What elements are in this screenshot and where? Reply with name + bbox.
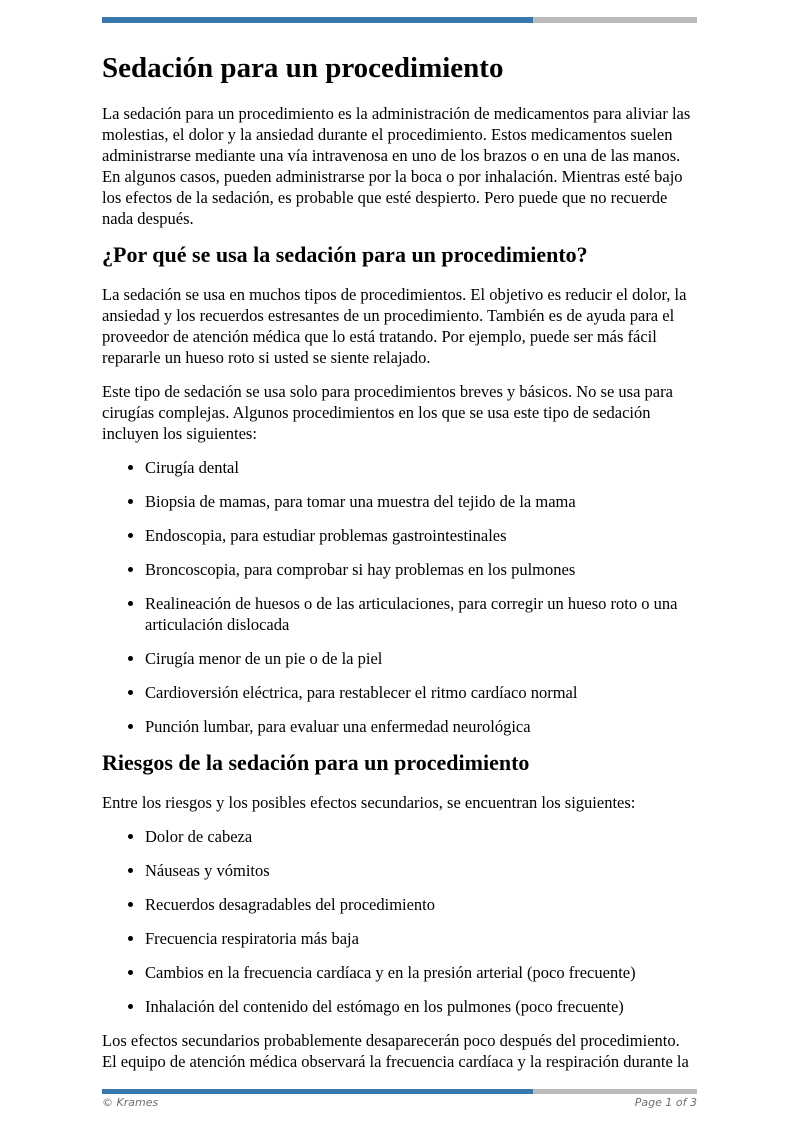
risks-paragraph: Entre los riesgos y los posibles efectos secundarios, se encuentran los siguientes:	[102, 793, 636, 812]
list-item: • Biopsia de mamas, para tomar una muestra del tejido de la mama	[145, 491, 696, 512]
page-title: Sedación para un procedimiento	[102, 52, 504, 84]
document-body	[102, 23, 696, 1085]
list-item: • Inhalación del contenido del estómago en los pulmones (poco frecuente)	[145, 996, 696, 1017]
why-paragraph-2: Este tipo de sedación se usa solo para procedimientos breves y básicos. No se usa para cirugías complejas. Algunos procedimientos en los que se usa este tipo de sedación incluyen los siguientes:	[102, 382, 673, 443]
list-item: • Cirugía menor de un pie o de la piel	[145, 648, 696, 669]
procedures-list	[102, 457, 696, 737]
intro-paragraph: La sedación para un procedimiento es la administración de medicamentos para aliviar las molestias, el dolor y la ansiedad durante el procedimiento. Estos medicamentos suelen administrarse mediante una vía intravenosa en uno de los brazos o en una de las manos. En algunos casos, pueden administrarse por la boca o por inhalación. Mientras esté bajo los efectos de la sedación, es probable que esté despierto. Pero puede que no recuerde nada después.	[102, 104, 691, 228]
list-item: • Realineación de huesos o de las articulaciones, para corregir un hueso roto o una articulación dislocada	[145, 593, 696, 635]
footer-rule-blue-segment	[102, 1089, 533, 1094]
list-item: • Punción lumbar, para evaluar una enfermedad neurológica	[145, 716, 696, 737]
list-item: • Cirugía dental	[145, 457, 696, 478]
list-item: • Broncoscopia, para comprobar si hay problemas en los pulmones	[145, 559, 696, 580]
list-item: • Recuerdos desagradables del procedimiento	[145, 894, 696, 915]
footer-rule-gray-segment	[533, 1089, 697, 1094]
section-heading-risks: Riesgos de la sedación para un procedimiento	[102, 750, 530, 775]
closing-paragraph: Los efectos secundarios probablemente desaparecerán poco después del procedimiento. El equipo de atención médica observará la frecuencia cardíaca y la respiración durante la	[102, 1031, 689, 1071]
page-footer	[102, 1096, 697, 1109]
list-item: • Náuseas y vómitos	[145, 860, 696, 881]
list-item: • Cambios en la frecuencia cardíaca y en la presión arterial (poco frecuente)	[145, 962, 696, 983]
list-item: • Dolor de cabeza	[145, 826, 696, 847]
list-item: • Endoscopia, para estudiar problemas gastrointestinales	[145, 525, 696, 546]
list-item: • Cardioversión eléctrica, para restablecer el ritmo cardíaco normal	[145, 682, 696, 703]
why-paragraph-1: La sedación se usa en muchos tipos de procedimientos. El objetivo es reducir el dolor, la ansiedad y los recuerdos estresantes de un procedimiento. También es de ayuda para el proveedor de atención médica que lo está tratando. Por ejemplo, puede ser más fácil repararle un hueso roto si usted se siente relajado.	[102, 285, 687, 367]
list-item: • Frecuencia respiratoria más baja	[145, 928, 696, 949]
section-heading-why: ¿Por qué se usa la sedación para un procedimiento?	[102, 242, 588, 267]
risks-list	[102, 826, 696, 1017]
footer-page-number: Page 1 of 3	[634, 1096, 697, 1109]
footer-rule	[102, 1089, 697, 1094]
footer-copyright: © Krames	[102, 1096, 159, 1109]
